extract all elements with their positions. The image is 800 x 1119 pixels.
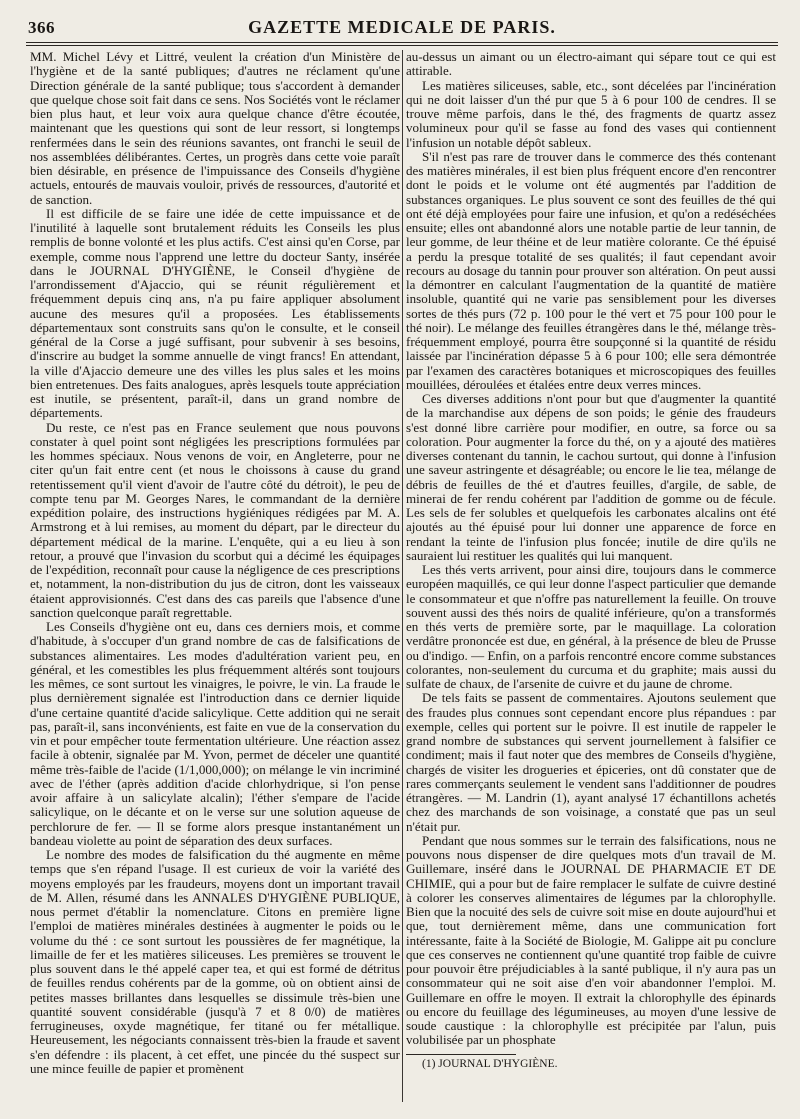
paragraph: De tels faits se passent de commentaires. Ajoutons seulement que des fraudes plus connues sont cependant encore plus répandues : par exemple, celles qui portent sur le poivre. Il est inutile de rappeler le grand nombre de substances qui servent journellement à falsifier ce condiment; mais il faut noter que des membres de Conseils d'hygiène, chargés de visiter les drogueries et épiceries, ont dû constater que de rares commerçants seulement le vendent sans l'additionner de poudres étrangères. — M. Landrin (1), ayant analysé 17 échantillons achetés chez des marchands de son voisinage, a constaté que pas un seul n'était pur. (406, 690, 776, 834)
page-number: 366 (28, 18, 55, 37)
paragraph: S'il n'est pas rare de trouver dans le commerce des thés contenant des matières minérales, il est bien plus fréquent encore d'en rencontrer dont le poids et le volume ont été augmentés par l'addition de substances organiques. Le plus souvent ce sont des feuilles de thé qui ont été déjà employées pour faire une infusion, et qu'on a redéséchées ensuite; elles ont abandonné alors une notable partie de leur tannin, de leur gomme, de leur théine et de leur matière colorante. Ce thé épuisé a perdu la presque totalité de ses qualités; il faut cependant avoir recours au dosage du tannin pour prouver son altération. On peut aussi la démontrer en calculant l'augmentation de la quantité de matière insoluble, quantité qui ne varie pas sensiblement pour les diverses sortes de thés purs (72 p. 100 pour le thé vert et 75 pour 100 pour le thé noir). Le mélange des feuilles étrangères dans le thé, mélange très-fréquemment employé, pourra être soupçonné si la quantité de résidu laissée par l'incinération dépasse 5 à 6 pour 100; elle sera démontrée par l'examen des caractères botaniques et microscopiques des feuilles mouillées, déroulées et étalées entre deux verres minces. (406, 148, 776, 392)
page-header (28, 14, 776, 44)
right-column (406, 50, 776, 1071)
footnote-rule (406, 1054, 516, 1055)
paragraph: Ces diverses additions n'ont pour but que d'augmenter la quantité de la marchandise aux dépens de son poids; le génie des fraudeurs s'est donné libre carrière pour modifier, en outre, sa force ou sa coloration. Pour augmenter la force du thé, on y a ajouté des matières diverses contenant du tannin, le cachou surtout, qui donne à l'infusion une saveur astringente et désagréable; ou encore le lie tea, mélange de débris de feuilles de thé et d'autres feuilles, d'argile, de sable, de minerai de fer rendu cohérent par l'addition de gomme ou de fécule. Les sels de fer solubles et quelquefois les carbonates alcalins ont été ajoutés au thé épuisé pour lui donner une apparence de force en rendant la teinte de l'infusion plus foncée; inutile de dire qu'ils ne sauraient lui restituer les qualités qui lui manquent. (406, 391, 776, 563)
journal-title: GAZETTE MEDICALE DE PARIS. (248, 17, 556, 37)
paragraph: Le nombre des modes de falsification du thé augmente en même temps que s'en répand l'usage. Il est curieux de voir la variété des moyens employés par les fraudeurs, moyens dont un important travail de M. Allen, résumé dans les ANNALES D'HYGIÈNE PUBLIQUE, nous permet d'établir la nomenclature. Citons en première ligne l'emploi de matières minérales destinées à augmenter le poids ou le volume du thé : ce sont surtout les poussières de fer magnétique, la limaille de fer et les matières siliceuses. Les premières se trouvent le plus souvent dans le thé appelé caper tea, et qui est formé de détritus de feuilles rendus cohérents par de la gomme, où on obtient ainsi de petites masses brillantes dans lesquelles se dissimule très-bien une quantité souvent considérable (jusqu'à 7 et 8 0/0) de matières ferrugineuses, oxyde magnétique, fer titané ou fer métallique. Heureusement, les négociants connaissent très-bien la fraude et savent s'en défendre : ils placent, à cet effet, une pincée du thé suspect sur une mince feuille de papier et promènent (30, 847, 400, 1076)
paragraph: MM. Michel Lévy et Littré, veulent la création d'un Ministère de l'hygiène et de la santé publiques; d'autres ne réclament qu'une Direction générale de la santé publique; tous s'accordent à demander que quelque chose soit fait dans ce sens. Nos Sociétés vont le réclamer bien plus haut, et leur voix aura quelque chance d'être écoutée, maintenant que les questions qui sont de leur ressort, si longtemps renfermées dans le sein des réunions savantes, ont franchi le seuil de nos assemblées délibérantes. Certes, un progrès dans cette voie paraît bien désirable, en présence de l'impuissance des Conseils d'hygiène actuels, entourés de mauvais vouloir, privés de ressources, d'autorité et de sanction. (30, 49, 400, 207)
paragraph: Les matières siliceuses, sable, etc., sont décelées par l'incinération qui ne doit laisser d'un thé pur que 5 à 6 pour 100 de cendres. Il se trouve même parfois, dans le thé, des fragments de quartz assez volumineux pour qu'il se fasse au fond des vases qui contiennent l'infusion un notable dépôt sableux. (406, 77, 776, 150)
article-columns (26, 50, 778, 1110)
paragraph: Il est difficile de se faire une idée de cette impuissance et de l'inutilité à laquelle sont brutalement réduits les Conseils les plus remplis de bonne volonté et les plus actifs. C'est ainsi qu'en Corse, par exemple, comme nous l'apprend une lettre du docteur Santy, insérée dans le JOURNAL D'HYGIÈNE, le Conseil d'hygiène de l'arrondissement d'Ajaccio, qui se réunit régulièrement et fréquemment depuis cinq ans, n'a pu faire appliquer absolument aucune des mesures qu'il a proposées. Les établissements départementaux sont construits sans qu'on le consulte, et le conseil général de la Corse a jugé suffisant, pour subvenir à ses besoins, d'inscrire au budget la somme annuelle de vingt francs! En attendant, la ville d'Ajaccio demeure une des villes les plus sales et les moins bien entretenues. Des faits analogues, après lesquels toute appréciation est inutile, se présentent, paraît-il, dans un grand nombre de départements. (30, 205, 400, 421)
paragraph: Pendant que nous sommes sur le terrain des falsifications, nous ne pouvons nous dispenser de dire quelques mots d'un travail de M. Guillemare, inséré dans le JOURNAL DE PHARMACIE ET DE CHIMIE, qui a pour but de faire remplacer le sulfate de cuivre destiné à colorer les conserves alimentaires de légumes par la chlorophylle. Bien que la nocuité des sels de cuivre soit mise en doute aujourd'hui et que, tout dernièrement même, dans une communication fort intéressante, faite à la Société de Biologie, M. Galippe ait pu conclure que ces conserves ne contiennent qu'une quantité trop faible de cuivre pour pouvoir être préjudiciables à la santé publique, il n'y aura pas un consommateur qui ne soit aise d'en voir abandonner l'emploi. M. Guillemare en offre le moyen. Il extrait la chlorophylle des épinards ou encore du feuillage des légumineuses, au moyen d'une lessive de soude caustique : la chlorophylle est précipitée par l'alun, puis volubilisée par un phosphate (406, 832, 776, 1048)
paragraph: Les Conseils d'hygiène ont eu, dans ces derniers mois, et comme d'habitude, à s'occuper d'un grand nombre de cas de falsifications de substances alimentaires. Les modes d'adultération varient peu, en général, et les comestibles les plus fréquemment altérés sont toujours les mêmes, ce sont surtout les vinaigres, le poivre, le vin. La fraude le plus dernièrement signalée est l'introduction dans ce dernier liquide d'une certaine quantité d'acide salicylique. Cette addition qui ne serait pas, paraît-il, sans inconvénients, est faite en vue de la conservation du vin et pour empêcher toute fermentation ultérieure. Une réaction assez facile à obtenir, signalée par M. Yvon, permet de déceler une quantité même très-faible de l'acide (1/1,000,000); on mélange le vin incriminé avec de l'éther (après addition d'acide chlorhydrique, si l'on pense avoir affaire à un salicylate alcalin); l'éther s'empare de l'acide salicylique, on le décante et on le verse sur une solution aqueuse de perchlorure de fer. — Il se forme alors presque instantanément un bandeau violette au point de séparation des deux surfaces. (30, 619, 400, 848)
paragraph: Du reste, ce n'est pas en France seulement que nous pouvons constater à quel point sont négligées les prescriptions formulées par les hommes spéciaux. Nous venons de voir, en Angleterre, pour ne citer qu'un fait entre cent (et nous le choissons à cause du grand retentissement qu'il vient d'avoir de l'autre côté du détroit), le peu de compte tenu par M. Georges Nares, le commandant de la dernière expédition polaire, des instructions hygiéniques rédigées par M. A. Armstrong et à lui remises, au moment du départ, par le directeur du département médical de la marine. L'enquête, qui a eu lieu à son retour, a prouvé que l'invasion du scorbut qui a décimé les équipages de l'expédition, reconnaît pour cause la négligence de ces prescriptions et, notamment, la non-distribution du jus de citron, dont les vaisseaux étaient approvisionnés. C'est dans des cas pareils que l'absence d'une sanction quelconque paraît regrettable. (30, 419, 400, 620)
paragraph: au-dessus un aimant ou un électro-aimant qui sépare tout ce qui est attirable. (406, 49, 776, 79)
left-column (30, 50, 400, 1076)
paragraph: Les thés verts arrivent, pour ainsi dire, toujours dans le commerce européen maquillés, ce qui leur donne l'aspect particulier que demande le consommateur et que n'offre pas naturellement la feuille. On trouve souvent aussi des thés noirs de qualité inférieure, qu'on a transformés en thés verts de première sorte, par le maquillage. La coloration verdâtre prononcée est due, en général, à la présence de bleu de Prusse ou d'indigo. — Enfin, on a parfois rencontré encore comme substances colorantes, non-seulement du curcuma et du graphite; mais aussi du sulfate de chaux, de l'arsenite de cuivre et du jaune de chrome. (406, 562, 776, 691)
footnote: (1) JOURNAL D'HYGIÈNE. (422, 1057, 558, 1070)
column-divider (402, 50, 403, 1102)
header-rule (26, 42, 778, 46)
